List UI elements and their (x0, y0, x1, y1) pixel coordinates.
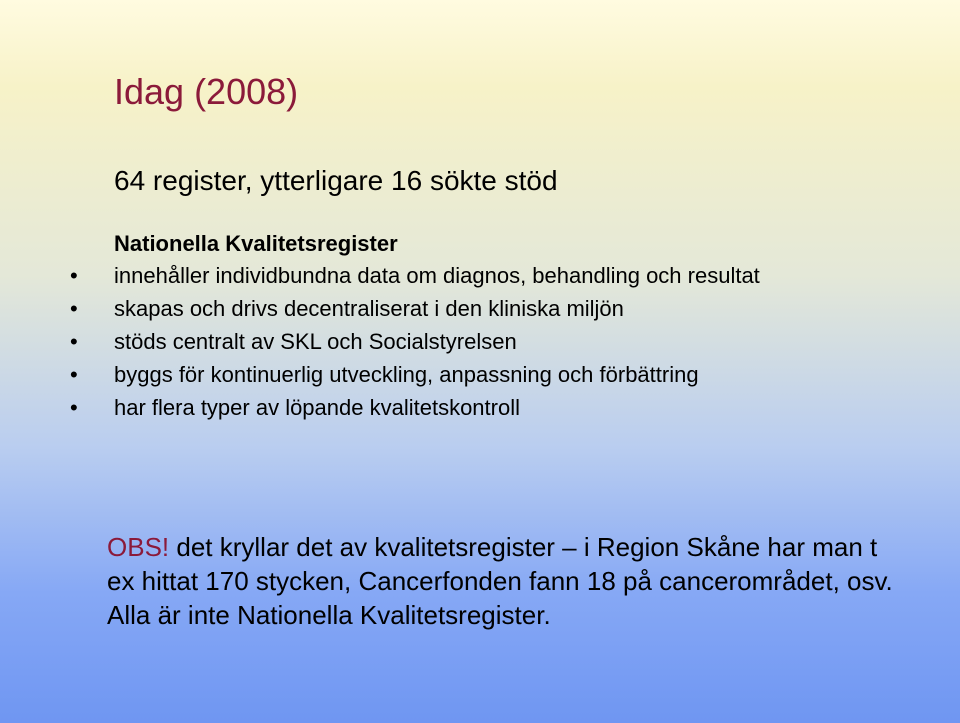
bullet-item (0, 361, 814, 389)
bullet-text: har flera typer av löpande kvalitetskontroll (114, 395, 520, 420)
bullet-item (0, 394, 814, 422)
section-heading: Nationella Kvalitetsregister (114, 231, 398, 256)
note-prefix: OBS! (107, 532, 170, 562)
note-paragraph (107, 530, 907, 632)
bullet-text: stöds centralt av SKL och Socialstyrelsen (114, 329, 517, 354)
bullet-item (0, 262, 814, 290)
bullet-text: byggs för kontinuerlig utveckling, anpassning och förbättring (114, 362, 699, 387)
bullet-item (0, 295, 814, 323)
bullet-item (0, 328, 814, 356)
bullet-icon: • (70, 395, 78, 420)
slide-subtitle: 64 register, ytterligare 16 sökte stöd (114, 165, 558, 196)
note-text: det kryllar det av kvalitetsregister – i Region Skåne har man t ex hittat 170 stycken, Cancerfonden fann 18 på cancerområdet, osv. Alla är inte Nationella Kvalitetsregister. (107, 532, 893, 630)
bullet-text: innehåller individbundna data om diagnos, behandling och resultat (114, 263, 760, 288)
bullet-icon: • (70, 296, 78, 321)
bullet-icon: • (70, 329, 78, 354)
bullet-icon: • (70, 263, 78, 288)
slide-title: Idag (2008) (114, 71, 299, 112)
bullet-icon: • (70, 362, 78, 387)
bullet-list (0, 262, 960, 427)
bullet-text: skapas och drivs decentraliserat i den kliniska miljön (114, 296, 624, 321)
